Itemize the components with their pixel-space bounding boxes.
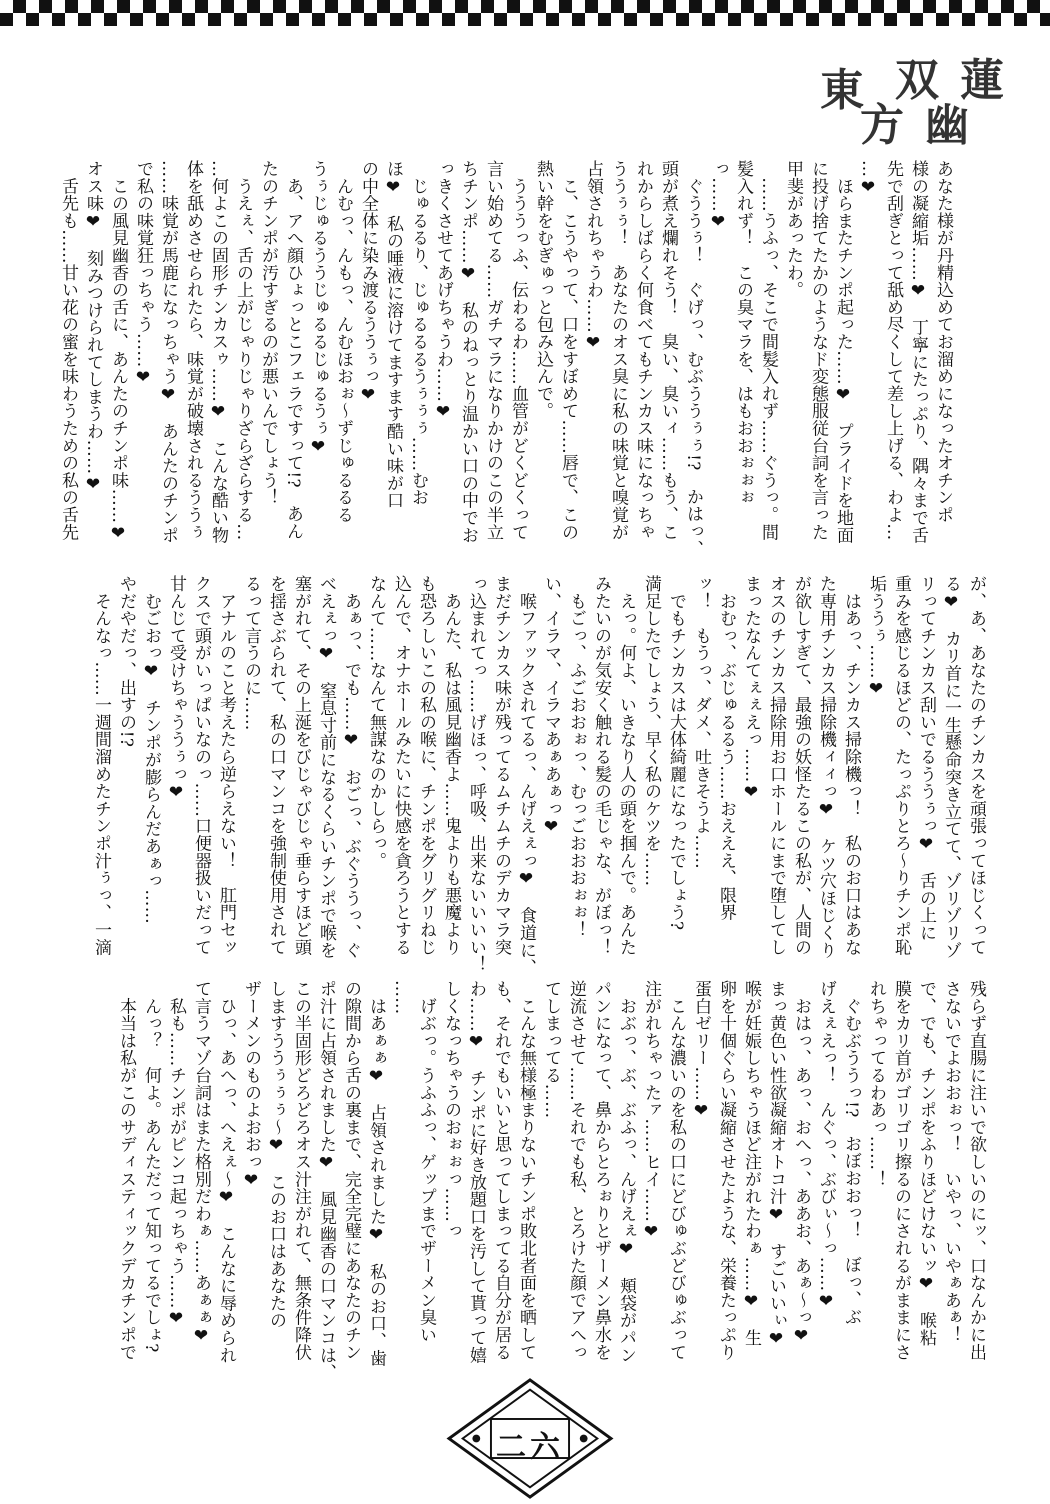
- text-column: 喉が妊娠しちゃうほど注がれたわぁ……❤ 生: [741, 980, 761, 1347]
- text-column: おぶっ、ぶ、ぶふっ、んげえぇ❤ 頬袋がパン: [616, 980, 636, 1364]
- text-column: ポ汁に占領されました❤ 風見幽香の口マンコは、: [316, 980, 336, 1381]
- text-column: てしまってる……: [541, 980, 561, 1119]
- text-column: ぐううぅ！ ぐげっ、むぶううぅぅ!? かはっ、: [683, 160, 703, 558]
- text-column: やだやだっ、出すの!?: [116, 575, 136, 748]
- page-number: 二六: [496, 1430, 564, 1465]
- text-column: 込んで、オナホールみたいに快感を貪ろうとする: [391, 575, 411, 956]
- text-column: が、あ、あなたのチンカスを頑張ってほじくって: [966, 575, 986, 956]
- text-column: おむっ、ぶじゅるるう……おえええ、限界: [716, 575, 736, 921]
- text-column: あぁっ、でも……❤ おごっ、ぶぐううっ、ぐ: [341, 575, 361, 959]
- text-column: 残らず直腸に注いで欲しいのにッ、口なんかに出: [966, 980, 986, 1361]
- checkered-border: [0, 0, 1050, 26]
- text-column: 舌先も……甘い花の蜜を味わうための私の舌先: [58, 160, 78, 541]
- text-column: 頭が煮え爛れそう！ 臭い、臭いィ……もう、こ: [658, 160, 678, 541]
- text-column: おはっ、あっ、おへっ、ああお、あぁ～っ❤: [791, 980, 811, 1347]
- text-column: ……味覚が馬鹿になっちゃう❤ あんたのチンポ: [158, 160, 178, 544]
- text-column: に投げ捨てたかのようなド変態服従台詞を言った: [808, 160, 828, 541]
- text-column: こんな無様極まりないチンポ敗北者面を晒して: [516, 980, 536, 1361]
- text-block-top: [55, 160, 955, 565]
- text-column: を揺さぶられて、私の口マンコを強制使用されて: [266, 575, 286, 956]
- text-column: リってチンカス刮いでるううぅっ❤ 舌の上に: [916, 575, 936, 942]
- text-column: んむっ、んもっ、んむほおぉ～ずじゅるるる: [333, 160, 353, 524]
- text-column: でもチンカスは大体綺麗になったでしょう?: [666, 575, 686, 931]
- text-column: あなた様が丹精込めてお溜めになったオチンポ: [933, 160, 953, 524]
- text-block-bottom: [113, 980, 988, 1381]
- text-column: はあっ、チンカス掃除機っ！ 私のお口はあな: [841, 575, 861, 956]
- logo-char: 幽: [925, 100, 969, 151]
- logo-char: 方: [860, 100, 904, 151]
- text-column: るって言うのに……: [241, 575, 261, 731]
- text-column: 私も……チンポがピンコ起っちゃう……❤: [166, 980, 186, 1329]
- text-column: で私の味覚狂っちゃう……❤: [133, 160, 153, 388]
- text-column: れちゃってるわあっ……！: [866, 980, 886, 1188]
- text-column: い、イラマ、イラマあぁあぁっ❤: [541, 575, 561, 838]
- text-column: なんて……なんて無謀なのかしらっ。: [366, 575, 386, 870]
- text-column: ザーメンのものよおおっ❤: [241, 980, 261, 1191]
- text-column: 喉ファックされてるっ、んげえぇっ❤ 食道に、: [516, 575, 536, 976]
- text-column: はあぁぁ❤ 占領されました❤ 私のお口、歯: [366, 980, 386, 1367]
- text-column: も恐ろしいこの私の喉に、チンポをグリグリねじ: [416, 575, 436, 956]
- text-column: げえぇえっ！ んぐっ、ぶびぃ～っ……❤: [816, 980, 836, 1312]
- text-column: 垢ううぅ……❤: [866, 575, 886, 700]
- text-column: っきくさせてあげちゃうわ……❤: [433, 160, 453, 423]
- text-column: 熱い幹をむぎゅっと包み込んで。: [533, 160, 553, 420]
- text-column: も、それでもいいと思ってしまってる自分が居る: [491, 980, 511, 1361]
- text-column: あ、アへ顔ひょっとこフェラですって!? あん: [283, 160, 303, 540]
- text-column: の隙間から舌の裏まで、完全完璧にあなたのチン: [341, 980, 361, 1361]
- text-column: クスで頭がいっぱいなのっ……口便器扱いだって: [191, 575, 211, 956]
- text-column: アナルのこと考えたら逆らえない！ 肛門セッ: [216, 575, 236, 956]
- text-column: …❤: [858, 160, 878, 198]
- text-column: しますううぅぅぅ～❤ このお口はあなたの: [266, 980, 286, 1329]
- text-column: れからしばらく何食べてもチンカス味になっちゃ: [633, 160, 653, 541]
- text-column: て言うマゾ台詞はまた格別だわぁ……あぁぁ❤: [191, 980, 211, 1347]
- logo-char: 双: [895, 55, 939, 106]
- text-column: 言い始めてる……ガチマラになりかけのこの半立: [483, 160, 503, 541]
- text-column: オスのチンカス掃除用お口ホールにまで堕してし: [766, 575, 786, 956]
- text-column: 膜をカリ首がゴリゴリ擦るのにされるがままにさ: [891, 980, 911, 1361]
- text-column: わ……❤ チンポに好き放題口を汚して貰って嬉: [466, 980, 486, 1364]
- text-column: みたいのが気安く触れる髪の毛じゃな、がぼっ！: [591, 575, 611, 956]
- text-column: そんなっ……一週間溜めたチンポ汁ぅっ、一滴: [91, 575, 111, 956]
- text-column: 様の凝縮垢……❤ 丁寧にたっぷり、隅々まで舌: [908, 160, 928, 544]
- text-column: が欲しすぎて、最強の妖怪たるこの私が、人間の: [791, 575, 811, 956]
- text-column: うううっふ、伝わるわ……血管がどくどくって: [508, 160, 528, 541]
- text-column: ほらまたチンポ起った……❤ プライドを地面: [833, 160, 853, 544]
- text-column: で、でも、チンポをふりほどけないッ❤ 喉粘: [916, 980, 936, 1347]
- text-column: た専用チンカス掃除機ィィっ❤ ケツ穴ほじくり: [816, 575, 836, 959]
- text-column: んっ？ 何よ。あんただって知ってるでしょ?: [141, 980, 161, 1353]
- text-column: 満足したでしょう、早く私のケツを……: [641, 575, 661, 887]
- text-column: まだチンカス味が残ってるムチムチのデカマラ突: [491, 575, 511, 956]
- text-column: まっ黄色い性欲凝縮オトコ汁❤ すごいいぃ❤: [766, 980, 786, 1350]
- text-column: 注がれちゃったァ……ヒイ……❤: [641, 980, 661, 1243]
- text-column: 甲斐があったわ。: [783, 160, 803, 299]
- text-column: 本当は私がこのサディスティックデカチンポで: [116, 980, 136, 1361]
- text-column: べえぇっ❤ 窒息寸前になるくらいチンポで喉を: [316, 575, 336, 959]
- text-column: 体を舐めさせられたら、味覚が破壊されるううぅ: [183, 160, 203, 541]
- text-column: パンになって、鼻からとろぉりとザーメン鼻水を: [591, 980, 611, 1361]
- title-logo: [820, 44, 1010, 154]
- text-column: さないでよおおぉっ！ いやっ、いやぁあぁ！: [941, 980, 961, 1344]
- text-block-middle: [88, 575, 988, 976]
- text-column: ……: [391, 980, 411, 1015]
- logo-char: 蓮: [960, 55, 1004, 106]
- text-column: オス味❤ 刻みつけられてしまうわ……❤: [83, 160, 103, 495]
- text-column: っ……❤: [708, 160, 728, 233]
- text-column: 重みを感じるほどの、たっぷりとろ～りチンポ恥: [891, 575, 911, 956]
- text-column: 先で刮ぎとって舐め尽くして差し上げる、わよ…: [883, 160, 903, 541]
- text-column: 塞がれて、その上涎をびじゃびじゃ垂らすほど頭: [291, 575, 311, 956]
- text-column: もごっ、ふごおおぉっ、むっごおおおぉぉ！: [566, 575, 586, 939]
- text-column: この風見幽香の舌に、あんたのチンポ味……❤: [108, 160, 128, 544]
- text-column: こんな濃いのを私の口にどびゅぶどびゅぶって: [666, 980, 686, 1361]
- text-column: ううぅぅ！ あなたのオス臭に私の味覚と嗅覚が: [608, 160, 628, 541]
- text-column: 占領されちゃうわ……❤: [583, 160, 603, 354]
- text-column: 甘んじて受けちゃううぅっ❤: [166, 575, 186, 803]
- text-column: の中全体に染み渡るううぅっ❤: [358, 160, 378, 406]
- text-column: …何よこの固形チンカスゥ……❤ こんな酷い物: [208, 160, 228, 544]
- page-number-frame: [445, 1378, 615, 1500]
- text-column: げぶっ。うふふっ、ゲップまでザーメン臭い: [416, 980, 436, 1344]
- text-column: まったなんてぇぇえっ……❤: [741, 575, 761, 803]
- text-column: こ、こうやって、口をすぼめて……唇で、この: [558, 160, 578, 541]
- logo-char: 東: [820, 65, 864, 116]
- text-column: ちチンポ……❤ 私のねっとり温かい口の中でお: [458, 160, 478, 544]
- text-column: ほ❤ 私の唾液に溶けてますます酷い味が口: [383, 160, 403, 509]
- text-column: あんた、私は風見幽香よ……鬼よりも悪魔より: [441, 575, 461, 956]
- text-column: る❤ カリ首に一生懸命突き立てて、ゾリゾリゾ: [941, 575, 961, 959]
- text-column: 卵を十個ぐらい凝縮させたような、栄養たっぷり: [716, 980, 736, 1361]
- text-column: ッ！ もうっ、ダメ、吐きそうよ……: [691, 575, 711, 870]
- text-column: えっ。何よ、いきなり人の頭を掴んで。あんた: [616, 575, 636, 956]
- text-column: 逆流させて……それでも私、とろけた顔でアへっ: [566, 980, 586, 1361]
- text-column: 蛋白ゼリー……❤: [691, 980, 711, 1122]
- text-column: しくなっちゃうのおぉぉっ……っ: [441, 980, 461, 1240]
- text-column: っ込まれてっ……げほっ、呼吸、出来ないいいい！: [466, 575, 486, 973]
- text-column: たのチンポが汚すぎるのが悪いんでしょう！: [258, 160, 278, 506]
- text-column: うぅじゅるううじゅるるじゅるうぅ❤: [308, 160, 328, 458]
- text-column: うえぇ、舌の上がじゃりじゃりざらざらする…: [233, 160, 253, 541]
- text-column: むごおっ❤ チンポが膨らんだあぁっ……: [141, 575, 161, 924]
- text-column: ひっ、あへっ、へえぇ～❤ こんなに辱められ: [216, 980, 236, 1364]
- text-column: 髪入れず！ この臭マラを、はもおおぉぉぉ: [733, 160, 753, 506]
- text-column: この半固形どろどろオス汁注がれて、無条件降伏: [291, 980, 311, 1361]
- text-column: ……うふっ、そこで間髪入れず……ぐうっ。間: [758, 160, 778, 541]
- text-column: ぐむぶううっ!? おぼおおっ！ ぼっ、ぶ: [841, 980, 861, 1326]
- text-column: じゅるるり、じゅるるるうぅぅぅ……むお: [408, 160, 428, 506]
